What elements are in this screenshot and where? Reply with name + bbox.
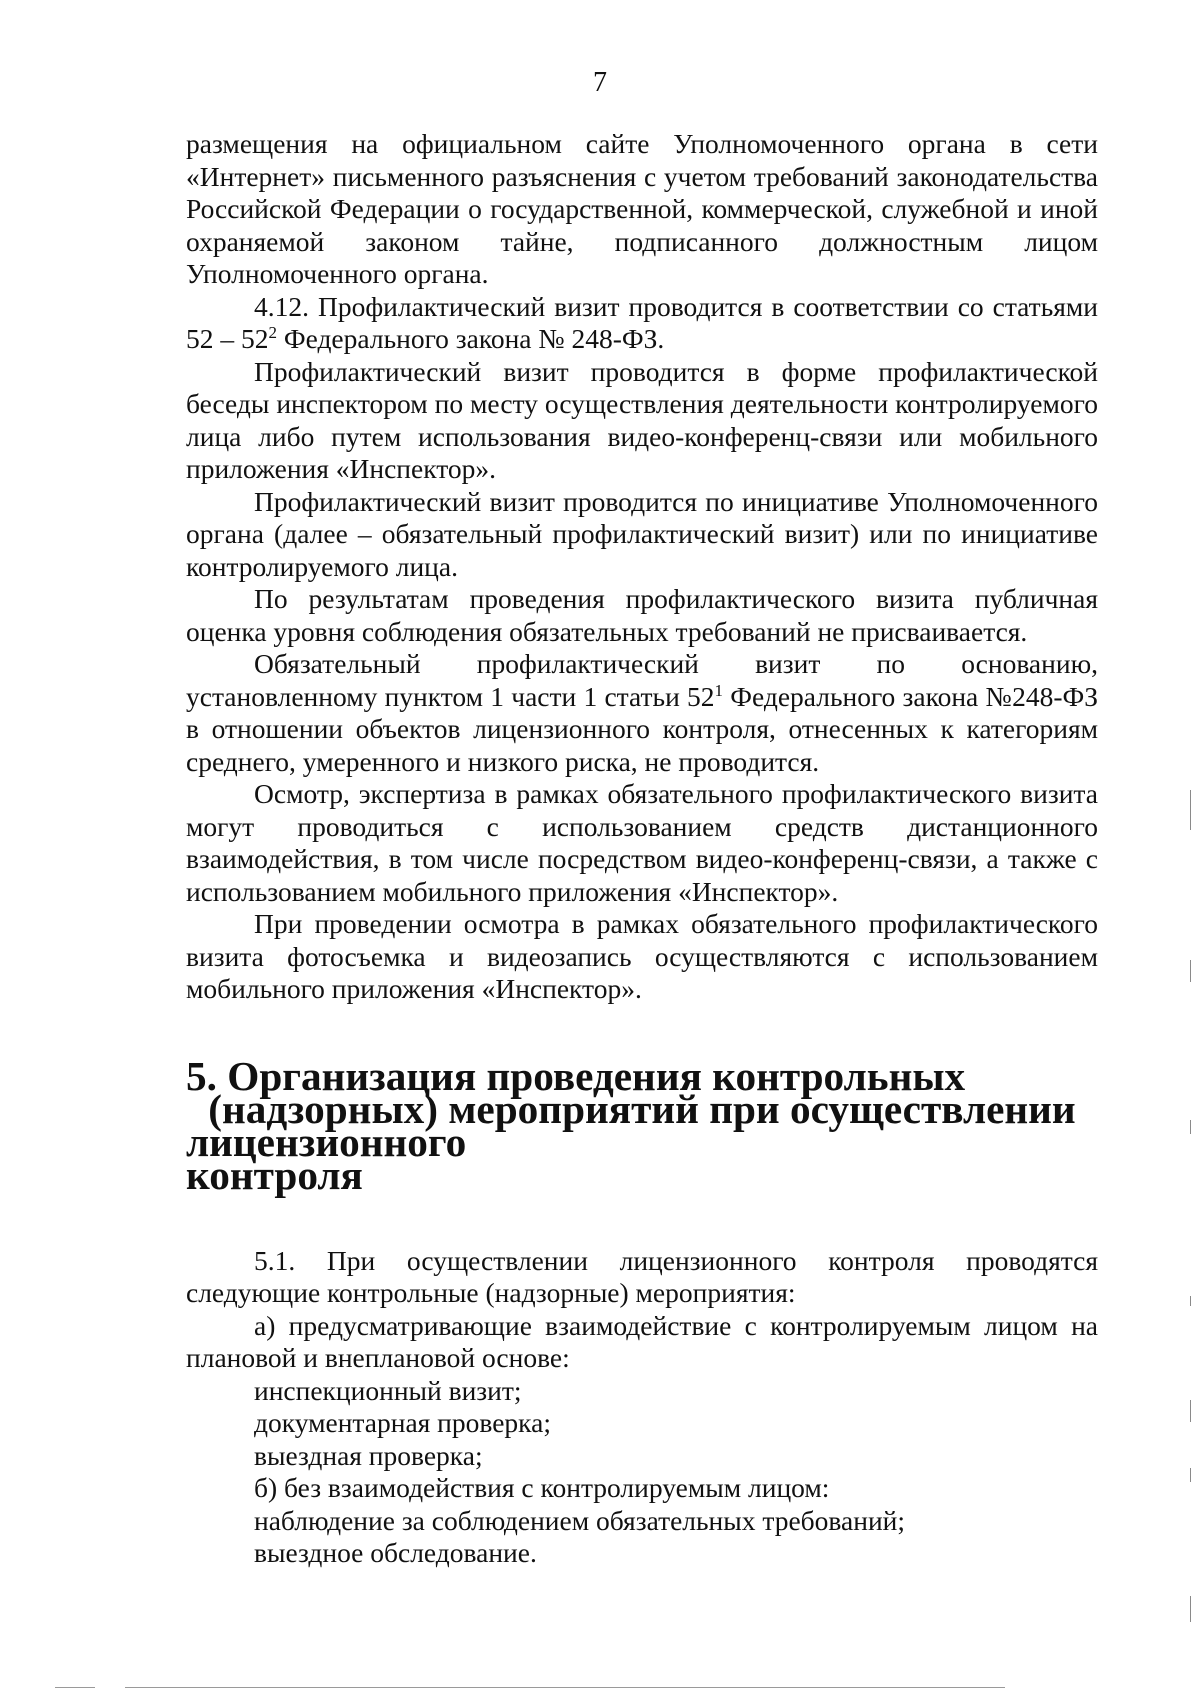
scan-bottom-rule bbox=[55, 1687, 95, 1688]
list-item-a: а) предусматривающие взаимодействие с контролируемым лицом на плановой и внеплановой основе: bbox=[186, 1309, 1098, 1373]
superscript-1: 1 bbox=[714, 680, 724, 700]
scan-margin-mark bbox=[1190, 960, 1191, 982]
paragraph-5-1: 5.1. При осуществлении лицензионного контроля проводятся следующие контрольные (надзорные) мероприятия: bbox=[186, 1244, 1098, 1308]
paragraph-4-12-text: 4.12. Профилактический визит проводится в соответствии со статьями 52 – 52 bbox=[186, 290, 1098, 354]
scan-margin-mark bbox=[1190, 1468, 1191, 1482]
paragraph-photo-video: При проведении осмотра в рамках обязательного профилактического визита фотосъемка и видеозапись осуществляются с использованием мобильного приложения «Инспектор». bbox=[186, 908, 1098, 1004]
paragraph-visit-initiative: Профилактический визит проводится по инициативе Уполномоченного органа (далее – обязательный профилактический визит) или по инициативе контролируемого лица. bbox=[186, 485, 1098, 582]
scan-margin-mark bbox=[1190, 1296, 1191, 1306]
paragraph-mandatory-visit-text: Обязательный профилактический визит по основанию, установленному пунктом 1 части 1 статьи 52 bbox=[186, 648, 1098, 712]
superscript-2: 2 bbox=[268, 322, 277, 342]
paragraph-4-12 bbox=[186, 291, 1098, 356]
section-5-heading-line-2: (надзорных) мероприятий при осуществлении лицензионного bbox=[186, 1085, 1076, 1165]
list-item-field-survey: выездное обследование. bbox=[254, 1537, 537, 1568]
paragraph-inspection-remote: Осмотр, экспертиза в рамках обязательного профилактического визита могут проводиться с использованием средств дистанционного взаимодействия, в том числе посредством видео-конференц-связи, а также с использованием мобильного приложения «Инспектор». bbox=[186, 778, 1098, 907]
paragraph-visit-form: Профилактический визит проводится в форме профилактической беседы инспектором по месту осуществления деятельности контролируемого лица либо путем использования видео-конференц-связи или мобильного приложения «Инспектор». bbox=[186, 355, 1098, 484]
paragraph-4-12-text-end: Федерального закона № 248-ФЗ. bbox=[277, 323, 665, 354]
section-5-heading-line-1: 5. Организация проведения контрольных bbox=[186, 1052, 966, 1099]
scan-bottom-rule bbox=[125, 1687, 1005, 1688]
section-5-heading-line-3: контроля bbox=[186, 1151, 363, 1198]
list-item-b: б) без взаимодействия с контролируемым лицом: bbox=[254, 1472, 830, 1503]
list-item-inspection-visit: инспекционный визит; bbox=[254, 1374, 522, 1406]
scan-margin-mark bbox=[1190, 1400, 1191, 1422]
scan-margin-mark bbox=[1190, 1596, 1191, 1622]
scan-margin-mark bbox=[1190, 1120, 1191, 1134]
paragraph-continuation: размещения на официальном сайте Уполномоченного органа в сети «Интернет» письменного разъяснения с учетом требований законодательства Российской Федерации о государственной, коммерческой, служебной и иной охраняемой законом тайне, подписанного должностным лицом Уполномоченного органа. bbox=[186, 128, 1098, 289]
paragraph-mandatory-visit bbox=[186, 648, 1098, 778]
list-item-field-check: выездная проверка; bbox=[254, 1439, 483, 1471]
page-body bbox=[186, 128, 1098, 1570]
list-item-documentary-check: документарная проверка; bbox=[254, 1407, 551, 1438]
paragraph-mandatory-visit-text-end: Федерального закона №248-ФЗ в отношении объектов лицензионного контроля, отнесенных к категориям среднего, умеренного и низкого риска, не проводится. bbox=[186, 680, 1098, 777]
page-number: 7 bbox=[593, 67, 607, 98]
section-5-heading bbox=[186, 1052, 1098, 1198]
scan-margin-mark bbox=[1190, 790, 1191, 830]
paragraph-visit-results: По результатам проведения профилактического визита публичная оценка уровня соблюдения обязательных требований не присваивается. bbox=[186, 583, 1098, 647]
list-item-monitoring: наблюдение за соблюдением обязательных требований; bbox=[254, 1504, 906, 1536]
